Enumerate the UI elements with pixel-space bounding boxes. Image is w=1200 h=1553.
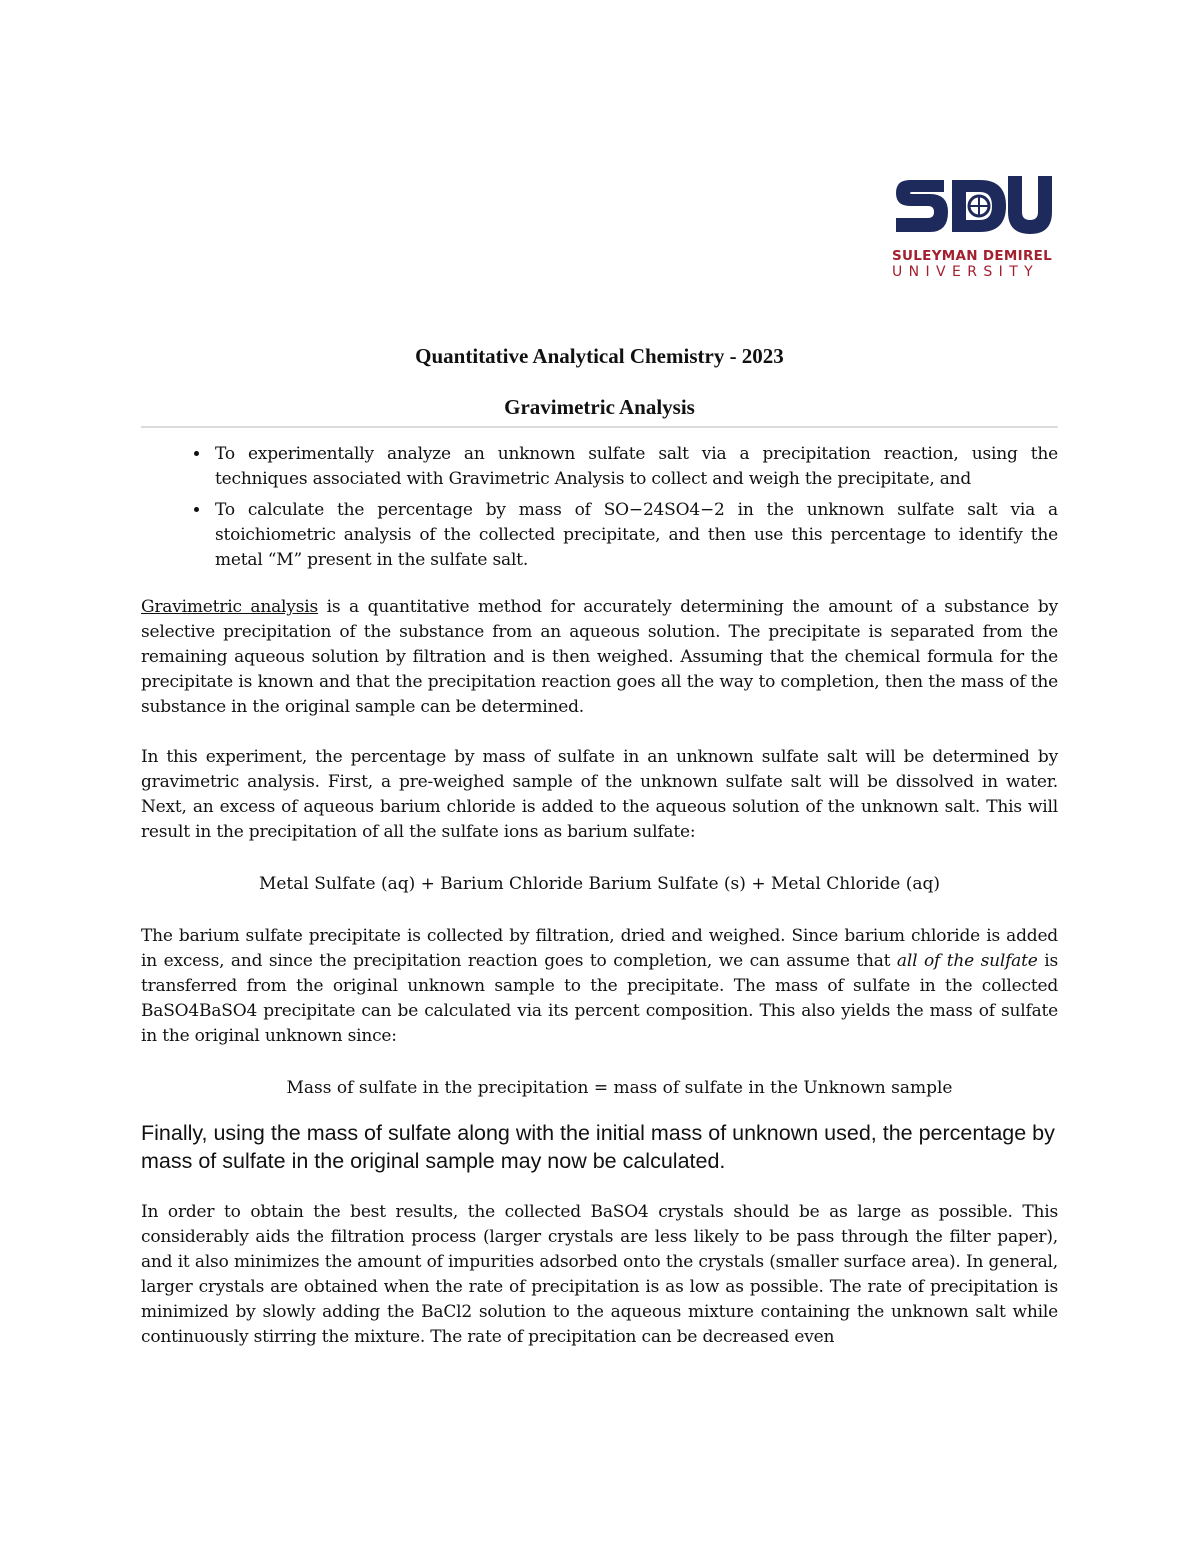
paragraph-text: The barium sulfate precipitate is collected by filtration, dried and weighed. Since barium chloride is added in excess, and since the precipitation reaction goes to completion, we can assume that <box>141 926 1058 971</box>
document-body <box>141 340 1058 1350</box>
paragraph-text: is transferred from the original unknown sample to the precipitate. The mass of sulfate in the collected BaSO4BaSO4 precipitate can be calculated via its percent composition. This also yields the mass of sulfate in the original unknown since: <box>141 951 1058 1046</box>
paragraph-experiment: In this experiment, the percentage by mass of sulfate in an unknown sulfate salt will be determined by gravimetric analysis. First, a pre-weighed sample of the unknown sulfate salt will be dissolved in water. Next, an excess of aqueous barium chloride is added to the aqueous solution of the unknown salt. This will result in the precipitation of all the sulfate ions as barium sulfate: <box>141 747 1058 842</box>
sdu-logo-mark <box>892 172 1054 242</box>
logo-text-line2: UNIVERSITY <box>892 264 1040 280</box>
logo-text-line1: SULEYMAN DEMIREL <box>892 248 1053 264</box>
objective-item: • To experimentally analyze an unknown sulfate salt via a precipitation reaction, using the techniques associated with Gravimetric Analysis to collect and weigh the precipitate, and <box>211 442 1058 492</box>
emphasis-text: all of the sulfate <box>896 951 1038 971</box>
term-gravimetric-analysis: Gravimetric analysis <box>141 597 318 617</box>
mass-equation: Mass of sulfate in the precipitation = mass of sulfate in the Unknown sample <box>286 1078 953 1098</box>
paragraph-precipitate <box>141 924 1058 1049</box>
paragraph-final-calculation: Finally, using the mass of sulfate along with the initial mass of unknown used, the percentage by mass of sulfate in the original sample may now be calculated. <box>141 1121 1055 1173</box>
paragraph-gravimetric-definition <box>141 595 1058 720</box>
university-logo <box>892 172 1054 284</box>
reaction-equation: Metal Sulfate (aq) + Barium Chloride Barium Sulfate (s) + Metal Chloride (aq) <box>258 874 941 894</box>
document-subtitle: Gravimetric Analysis <box>141 395 1058 428</box>
document-title: Quantitative Analytical Chemistry - 2023 <box>415 344 784 368</box>
paragraph-text: is a quantitative method for accurately determining the amount of a substance by selective precipitation of the substance from an aqueous solution. The precipitate is separated from the remaining aqueous solution by filtration and is then weighed. Assuming that the chemical formula for the precipitate is known and that the precipitation reaction goes all the way to completion, then the mass of the substance in the original sample can be determined. <box>141 597 1059 717</box>
objective-item: • To calculate the percentage by mass of SO−24SO4−2 in the unknown sulfate salt via a stoichiometric analysis of the collected precipitate, and then use this percentage to identify the metal “M” present in the sulfate salt. <box>211 498 1058 573</box>
objectives-list <box>141 442 1058 573</box>
paragraph-crystals: In order to obtain the best results, the collected BaSO4 crystals should be as large as possible. This considerably aids the filtration process (larger crystals are less likely to be pass through the filter paper), and it also minimizes the amount of impurities adsorbed onto the crystals (smaller surface area). In general, larger crystals are obtained when the rate of precipitation is as low as possible. The rate of precipitation is minimized by slowly adding the BaCl2 solution to the aqueous mixture containing the unknown salt while continuously stirring the mixture. The rate of precipitation can be decreased even <box>141 1202 1058 1347</box>
